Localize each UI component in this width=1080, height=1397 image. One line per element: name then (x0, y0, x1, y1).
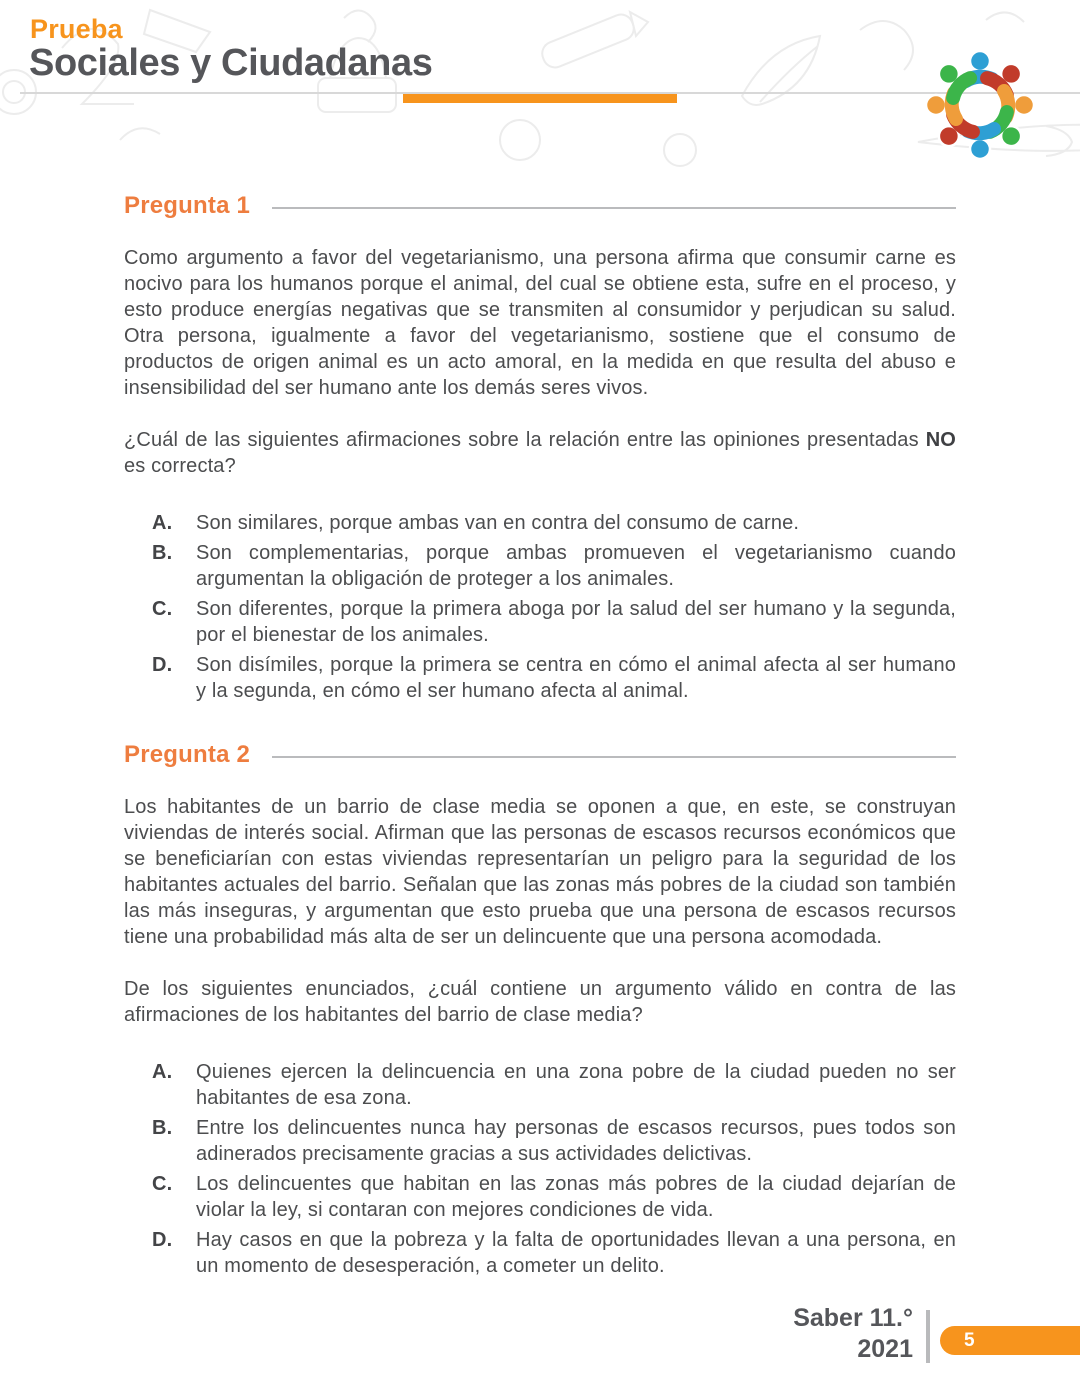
option-row-c (152, 1171, 956, 1223)
question-area (124, 192, 956, 1283)
option-row-b (152, 1115, 956, 1167)
prompt-bold-word: NO (925, 429, 956, 451)
option-row-d (152, 1227, 956, 1279)
question-1-label: Pregunta 1 (124, 192, 251, 219)
footer-brand (660, 1303, 913, 1365)
header-accent-bar (403, 94, 677, 103)
footer-brand-line1: Saber 11.° (793, 1304, 913, 1332)
option-text: Son diferentes, porque la primera aboga por la salud del ser humano y la segunda, por el bienestar de los animales. (196, 598, 956, 646)
page-number: 5 (964, 1330, 975, 1351)
question-1-header (124, 192, 956, 220)
question-2-prompt (124, 976, 956, 1028)
question-1-prompt (124, 427, 956, 479)
test-title: Sociales y Ciudadanas (29, 42, 433, 84)
question-2-section (124, 741, 956, 1279)
question-2-options (124, 1059, 956, 1279)
prompt-text: ¿Cuál de las siguientes afirmaciones sobre la relación entre las opiniones presentadas (124, 429, 926, 451)
option-text: Hay casos en que la pobreza y la falta de oportunidades llevan a una persona, en un momento de desesperación, a cometer un delito. (196, 1229, 956, 1277)
question-1-rule (272, 207, 956, 209)
option-letter: A. (152, 512, 173, 534)
option-text: Entre los delincuentes nunca hay personas de escasos recursos, pues todos son adinerados precisamente gracias a sus actividades delictivas. (196, 1117, 956, 1165)
option-text: Quienes ejercen la delincuencia en una zona pobre de la ciudad pueden no ser habitantes de esa zona. (196, 1061, 956, 1109)
prompt-text-tail: es correcta? (124, 455, 236, 477)
option-row-b (152, 540, 956, 592)
question-1-body: Como argumento a favor del vegetarianismo, una persona afirma que consumir carne es nocivo para los humanos porque el animal, del cual se obtiene esta, sufre en el proceso, y esto produce energías negativas que se transmiten al consumidor y perjudican su salud. Otra persona, igualmente a favor del vegetarianismo, sostiene que el consumo de productos de origen animal es un acto amoral, en la medida en que resulta del abuso e insensibilidad del ser humano ante los demás seres vivos. (124, 247, 956, 399)
question-2-body: Los habitantes de un barrio de clase media se oponen a que, en este, se construyan viviendas de interés social. Afirman que las personas de escasos recursos económicos que se beneficiarían con estas viviendas representarían un peligro para la seguridad de los habitantes actuales del barrio. Señalan que las zonas más pobres de la ciudad son también las más inseguras, y argumentan que esto prueba que una persona de escasos recursos tiene una probabilidad más alta de ser un delincuente que una persona acomodada. (124, 796, 956, 948)
footer-divider-bar (926, 1310, 930, 1363)
people-circle-logo-icon (915, 40, 1045, 170)
test-kicker: Prueba (30, 14, 123, 44)
option-letter: D. (152, 1229, 173, 1251)
question-1-section (124, 192, 956, 704)
option-row-a (152, 1059, 956, 1111)
footer-brand-line2: 2021 (857, 1335, 913, 1363)
question-1-options (124, 510, 956, 704)
option-letter: B. (152, 1117, 173, 1139)
option-row-c (152, 596, 956, 648)
option-row-a (152, 510, 956, 536)
question-2-rule (272, 756, 956, 758)
option-letter: D. (152, 654, 173, 676)
question-2-label: Pregunta 2 (124, 741, 251, 768)
question-2-header (124, 741, 956, 769)
option-text: Son disímiles, porque la primera se centra en cómo el animal afecta al ser humano y la segunda, en cómo el ser humano afecta al animal. (196, 654, 956, 702)
option-letter: C. (152, 598, 173, 620)
option-letter: B. (152, 542, 173, 564)
option-text: Son similares, porque ambas van en contra del consumo de carne. (196, 512, 800, 534)
option-text: Los delincuentes que habitan en las zonas más pobres de la ciudad dejarían de violar la ley, si contaran con mejores condiciones de vida. (196, 1173, 956, 1221)
option-row-d (152, 652, 956, 704)
option-letter: A. (152, 1061, 173, 1083)
option-text: Son complementarias, porque ambas promueven el vegetarianismo cuando argumentan la obligación de proteger a los animales. (196, 542, 956, 590)
option-letter: C. (152, 1173, 173, 1195)
prompt-text: De los siguientes enunciados, ¿cuál contiene un argumento válido en contra de las afirmaciones de los habitantes del barrio de clase media? (124, 978, 956, 1026)
page-number-pill (940, 1326, 1080, 1355)
